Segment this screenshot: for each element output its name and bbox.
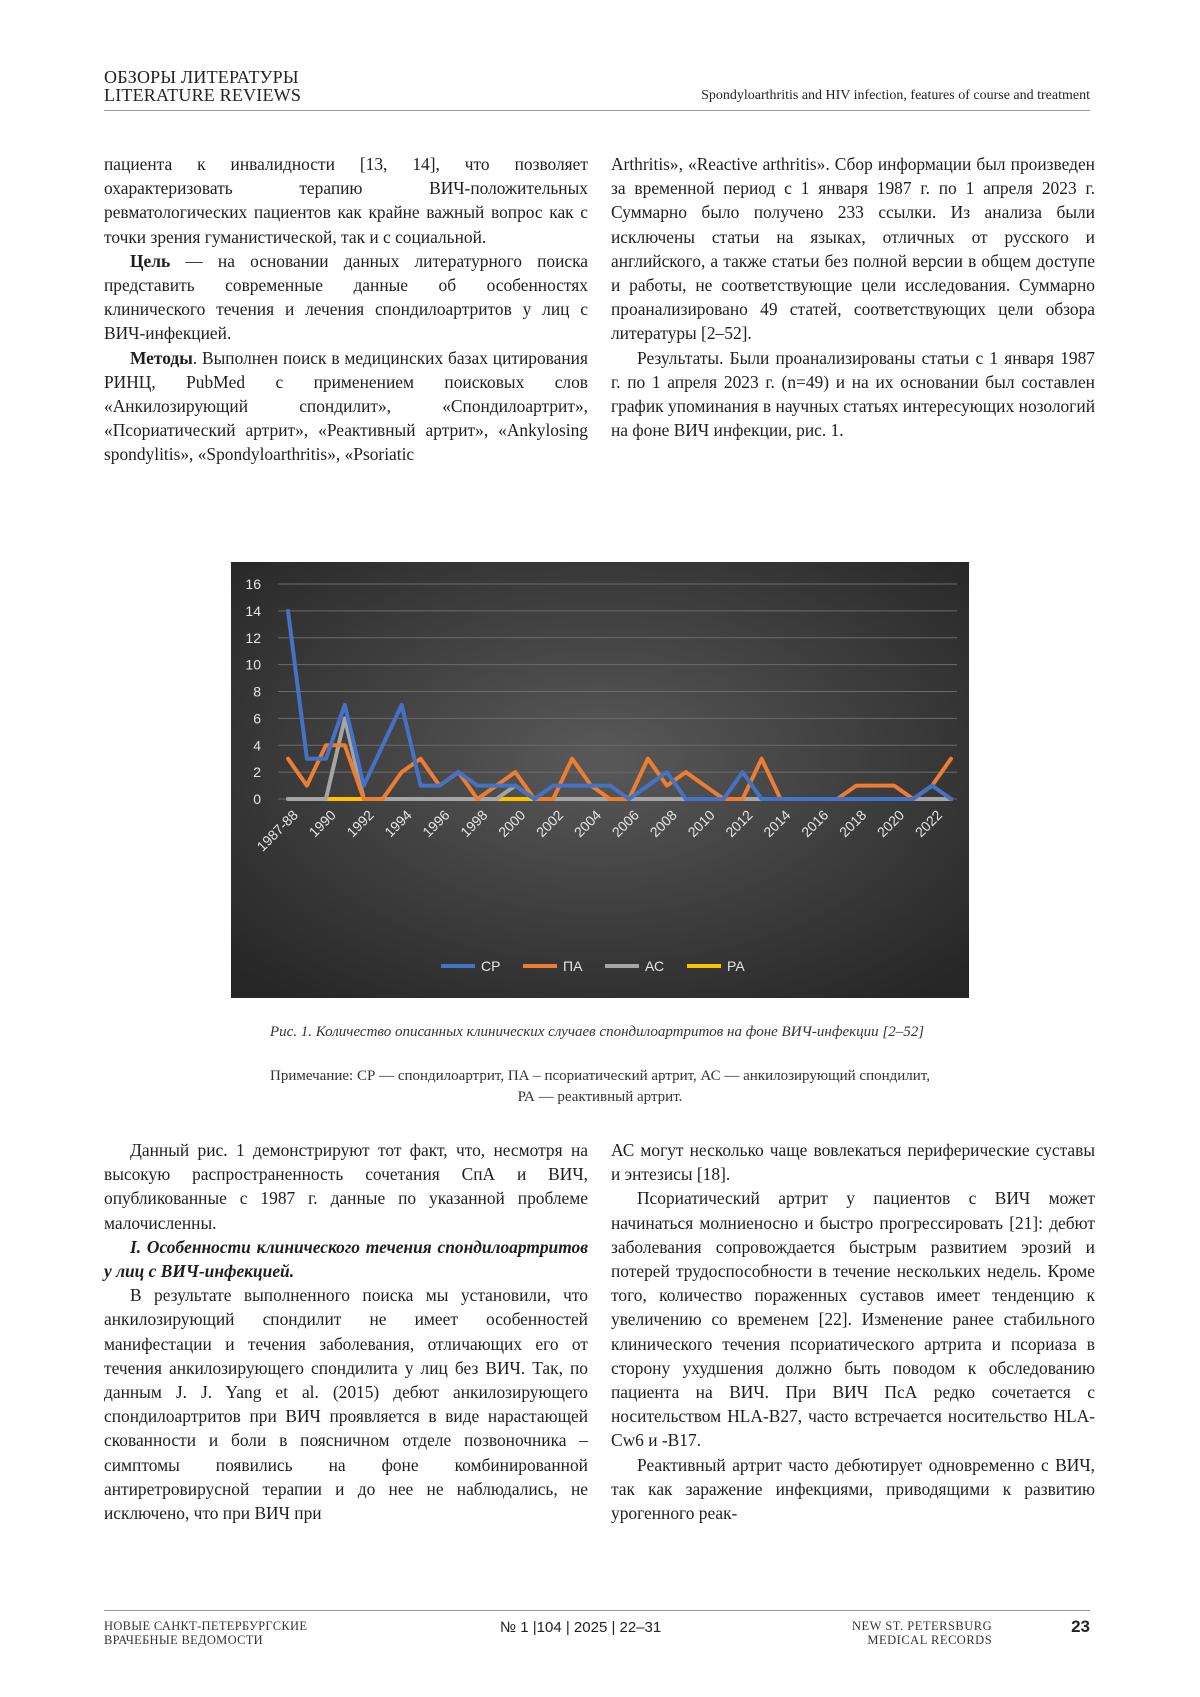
x-tick-label: 1992 (343, 806, 377, 841)
y-tick-label: 6 (253, 710, 261, 727)
column-top-right (611, 152, 1095, 442)
legend-label-1: ПА (563, 958, 583, 974)
x-tick-label: 1990 (305, 806, 339, 841)
footer-journal-en-line-2: MEDICAL RECORDS (867, 1633, 993, 1647)
column-top-left (104, 152, 588, 467)
y-tick-label: 2 (253, 764, 261, 781)
y-tick-label: 8 (253, 683, 261, 700)
paragraph-methods (104, 346, 588, 467)
x-tick-label: 1996 (419, 806, 453, 841)
section-heading-text: I. Особенности клинического течения спондилоартритов у лиц с ВИЧ-инфекцией. (104, 1236, 588, 1282)
legend-label-2: АС (645, 958, 665, 974)
paragraph-as-cont: АС могут несколько чаще вовлекаться периферические суставы и энтезисы [18]. (611, 1140, 1095, 1185)
figure-caption: Рис. 1. Количество описанных клинических случаев спондилоартритов на фоне ВИЧ-инфекции [2–52] (269, 1024, 925, 1040)
x-tick-label: 2010 (684, 806, 718, 841)
paragraph-ra: Реактивный артрит часто дебютирует одновременно с ВИЧ, так как заражение инфекциями, приводящими к развитию урогенного реак- (611, 1454, 1095, 1524)
figure-chart (231, 562, 969, 998)
paragraph-intro: пациента к инвалидности [13, 14], что позволяет охарактеризовать терапию ВИЧ-положительных ревматологических пациентов как крайне важный вопрос как с точки зрения гуманистической, так и с социальной. (104, 154, 588, 247)
figure-note-line-2: РА — реактивный артрит. (517, 1089, 683, 1105)
x-tick-label: 1998 (457, 806, 491, 841)
paragraph-methods-cont: Arthritis», «Reactive arthritis». Сбор информации был произведен за временной период с 1 января 1987 г. по 1 апреля 2023 г. Суммарно было получено 233 ссылки. Из анализа были исключены статьи на языках, отличных от русского и английского, а также статьи без полной версии в общем доступе и работы, не соответствующие цели исследования. Суммарно проанализировано 49 статей, соответствующих цели обзора литературы [2–52]. (611, 154, 1095, 344)
x-tick-label: 2006 (608, 806, 643, 841)
footer-journal-ru-line-1: НОВЫЕ САНКТ-ПЕТЕРБУРГСКИЕ (104, 1619, 308, 1633)
paragraph-as-course: В результате выполненного поиска мы установили, что анкилозирующий спондилит не имеет особенностей манифестации и течения заболевания, отличающих его от течения анкилозирующего спондилита у лиц без ВИЧ. Так, по данным J. J. Yang et al. (2015) дебют анкилозирующего спондилоартритов при ВИЧ проявляется в виде нарастающей скованности и боли в поясничном отделе позвоночника – симптомы появились на фоне комбинированной антиретровирусной терапии и до нее не наблюдались, не исключено, что при ВИЧ при (104, 1285, 588, 1524)
header-rule (104, 110, 1090, 111)
y-tick-label: 4 (253, 737, 261, 754)
methods-label: Методы (130, 347, 193, 368)
footer-journal-ru (104, 1619, 307, 1647)
footer-journal-ru-line-2: ВРАЧЕБНЫЕ ВЕДОМОСТИ (104, 1633, 263, 1647)
x-tick-label: 2016 (798, 806, 832, 841)
legend-label-3: РА (727, 958, 745, 974)
chart-background (231, 562, 969, 998)
page-number: 23 (1071, 1617, 1090, 1636)
x-tick-label: 2020 (873, 806, 908, 841)
y-tick-label: 10 (245, 656, 261, 673)
x-tick-label: 1987-88 (253, 806, 302, 855)
paragraph-aim (104, 249, 588, 346)
methods-text: . Выполнен поиск в медицинских базах цитирования РИНЦ, PubMed с применением поисковых слов «Анкилозирующий спондилит», «Спондилоартрит», «Псориатический артрит», «Реактивный артрит», «Ankylosing spondylitis», «Spondyloarthritis», «Psoriatic (104, 347, 588, 465)
y-tick-label: 0 (253, 791, 261, 807)
column-bottom-right (611, 1138, 1095, 1525)
legend-label-0: СР (481, 958, 501, 974)
footer-journal-en (852, 1619, 992, 1647)
x-tick-label: 2012 (722, 806, 756, 841)
x-tick-label: 2004 (570, 806, 605, 841)
column-bottom-left (104, 1138, 588, 1525)
aim-text: — на основании данных литературного поиска представить современные данные об особенностях клинического течения и лечения спондилоартритов у лиц с ВИЧ-инфекцией. (104, 250, 588, 344)
figure-note-line-1: Примечание: СР — спондилоартрит, ПА – псориатический артрит, АС — анкилозирующий спондилит, (270, 1068, 930, 1084)
line-chart (231, 562, 969, 998)
paragraph-results: Результаты. Были проанализированы статьи с 1 января 1987 г. по 1 апреля 2023 г. (n=49) и на их основании был составлен график упоминания в научных статьях интересующих нозологий на фоне ВИЧ инфекции, рис. 1. (611, 347, 1095, 441)
x-tick-label: 2000 (495, 806, 529, 841)
x-tick-label: 2014 (760, 806, 794, 841)
y-tick-label: 14 (245, 602, 261, 619)
y-tick-label: 16 (245, 576, 261, 592)
paragraph-psa: Псориатический артрит у пациентов с ВИЧ может начинаться молниеносно и быстро прогрессировать [21]: дебют заболевания сопровождается быстрым развитием эрозий и потерей трудоспособности в течение нескольких недель. Кроме того, количество пораженных суставов имеет тенденцию к увеличению со временем [22]. Изменение ранее стабильного клинического течения псориатического артрита и псориаза в сторону ухудшения должно быть поводом к обследованию пациента на ВИЧ. При ВИЧ ПсА редко сочетается с носительством HLA-B27, часто встречается носительство HLA-Cw6 и -B17. (611, 1188, 1095, 1451)
paragraph-figure-discussion: Данный рис. 1 демонстрируют тот факт, что, несмотря на высокую распространенность сочетания СпА и ВИЧ, опубликованные с 1987 г. данные по указанной проблеме малочисленны. (104, 1140, 588, 1233)
x-tick-label: 2022 (911, 806, 946, 841)
x-tick-label: 2018 (835, 806, 870, 841)
x-tick-label: 2008 (646, 806, 680, 841)
x-tick-label: 2002 (532, 806, 567, 841)
footer-journal-en-line-1: NEW ST. PETERSBURG (852, 1619, 993, 1633)
aim-label: Цель (130, 250, 171, 271)
section-heading (104, 1235, 588, 1283)
figure-note (140, 1066, 1060, 1108)
running-title: Spondyloarthritis and HIV infection, features of course and treatment (701, 88, 1090, 103)
running-header-left (104, 68, 301, 104)
footer-issue: № 1 |104 | 2025 | 22–31 (500, 1619, 662, 1636)
section-title-ru: ОБЗОРЫ ЛИТЕРАТУРЫ (104, 67, 299, 87)
footer-rule (104, 1610, 1090, 1611)
x-tick-label: 1994 (381, 806, 415, 841)
section-title-en: LITERATURE REVIEWS (104, 85, 302, 105)
y-tick-label: 12 (245, 629, 261, 646)
